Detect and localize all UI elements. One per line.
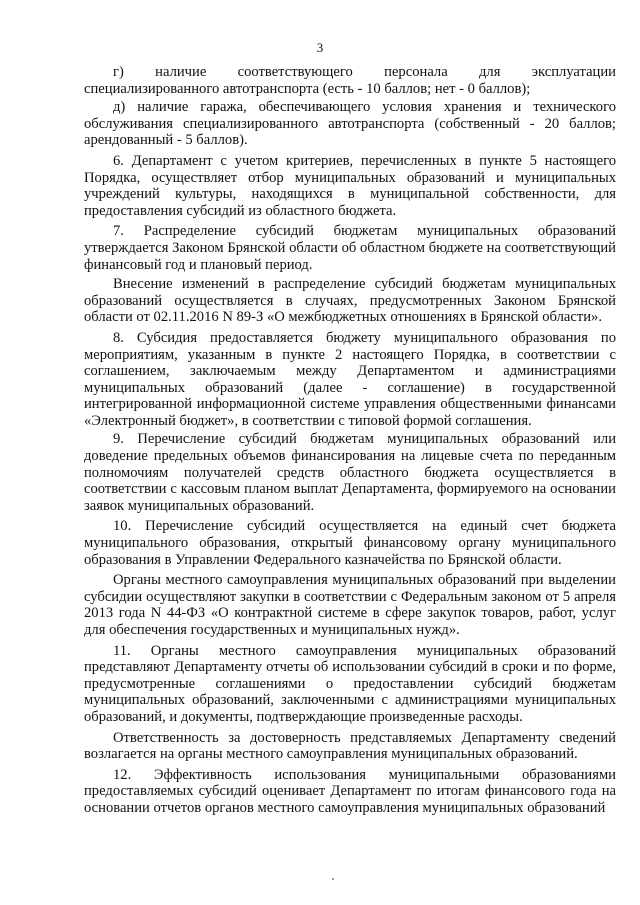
paragraph-procurement: Органы местного самоуправления муниципальных образований при выделении субсидии осуществляют закупки в соответствии с Федеральным законом от 5 апреля 2013 года N 44-ФЗ «О контрактной системе в сфере закупок товаров, работ, услуг для обеспечения государственных и муниципальных нужд». <box>84 572 616 638</box>
paragraph-item-d: д) наличие гаража, обеспечивающего условия хранения и технического обслуживания специализированного автотранспорта (собственный - 20 баллов; арендованный - 5 баллов). <box>84 99 616 149</box>
paragraph-clause-11: 11. Органы местного самоуправления муниципальных образований представляют Департаменту отчеты об использовании субсидий в сроки и по форме, предусмотренные соглашениями о предоставлении субсидий бюджетам муниципальных образований, заключенными с администрациями муниципальных образований, и документы, подтверждающие произведенные расходы. <box>84 642 616 725</box>
paragraph-clause-6: 6. Департамент с учетом критериев, перечисленных в пункте 5 настоящего Порядка, осуществляет отбор муниципальных образований и муниципальных учреждений культуры, находящихся в муниципальной собственности, для предоставления субсидий из областного бюджета. <box>84 152 616 219</box>
scan-speck <box>332 878 334 880</box>
paragraph-responsibility: Ответственность за достоверность представляемых Департаменту сведений возлагается на органы местного самоуправления муниципальных образований. <box>84 729 616 763</box>
paragraph-clause-7: 7. Распределение субсидий бюджетам муниципальных образований утверждается Законом Брянской области об областном бюджете на соответствующий финансовый год и плановый период. <box>84 223 616 273</box>
page-number: 3 <box>316 40 324 55</box>
paragraph-clause-9: 9. Перечисление субсидий бюджетам муниципальных образований или доведение предельных объемов финансирования на лицевые счета по переданным полномочиям получателей средств областного бюджета осуществляется в соответствии с кассовым планом выплат Департамента, формируемого на основании заявок муниципальных образований. <box>84 431 616 514</box>
paragraph-amendments: Внесение изменений в распределение субсидий бюджетам муниципальных образований осуществляется в случаях, предусмотренных Законом Брянской области от 02.11.2016 N 89-З «О межбюджетных отношениях в Брянской области». <box>84 276 616 326</box>
paragraph-item-g: г) наличие соответствующего персонала для эксплуатации специализированного автотранспорта (есть - 10 баллов; нет - 0 баллов); <box>84 64 616 97</box>
paragraph-clause-8: 8. Субсидия предоставляется бюджету муниципального образования по мероприятиям, указанным в пункте 2 настоящего Порядка, в соответствии с соглашением, заключаемым между Департаментом и администрациями муниципальных образований (далее - соглашение) в государственной интегрированной информационной системе управления общественными финансами «Электронный бюджет», в соответствии с типовой формой соглашения. <box>84 329 616 429</box>
document-body <box>84 64 616 817</box>
paragraph-clause-10: 10. Перечисление субсидий осуществляется на единый счет бюджета муниципального образования, открытый финансовому органу муниципального образования в Управлении Федерального казначейства по Брянской области. <box>84 518 616 568</box>
paragraph-clause-12: 12. Эффективность использования муниципальными образованиями предоставляемых субсидий оценивает Департамент по итогам финансового года на основании отчетов органов местного самоуправления муниципальных образований <box>84 766 616 816</box>
